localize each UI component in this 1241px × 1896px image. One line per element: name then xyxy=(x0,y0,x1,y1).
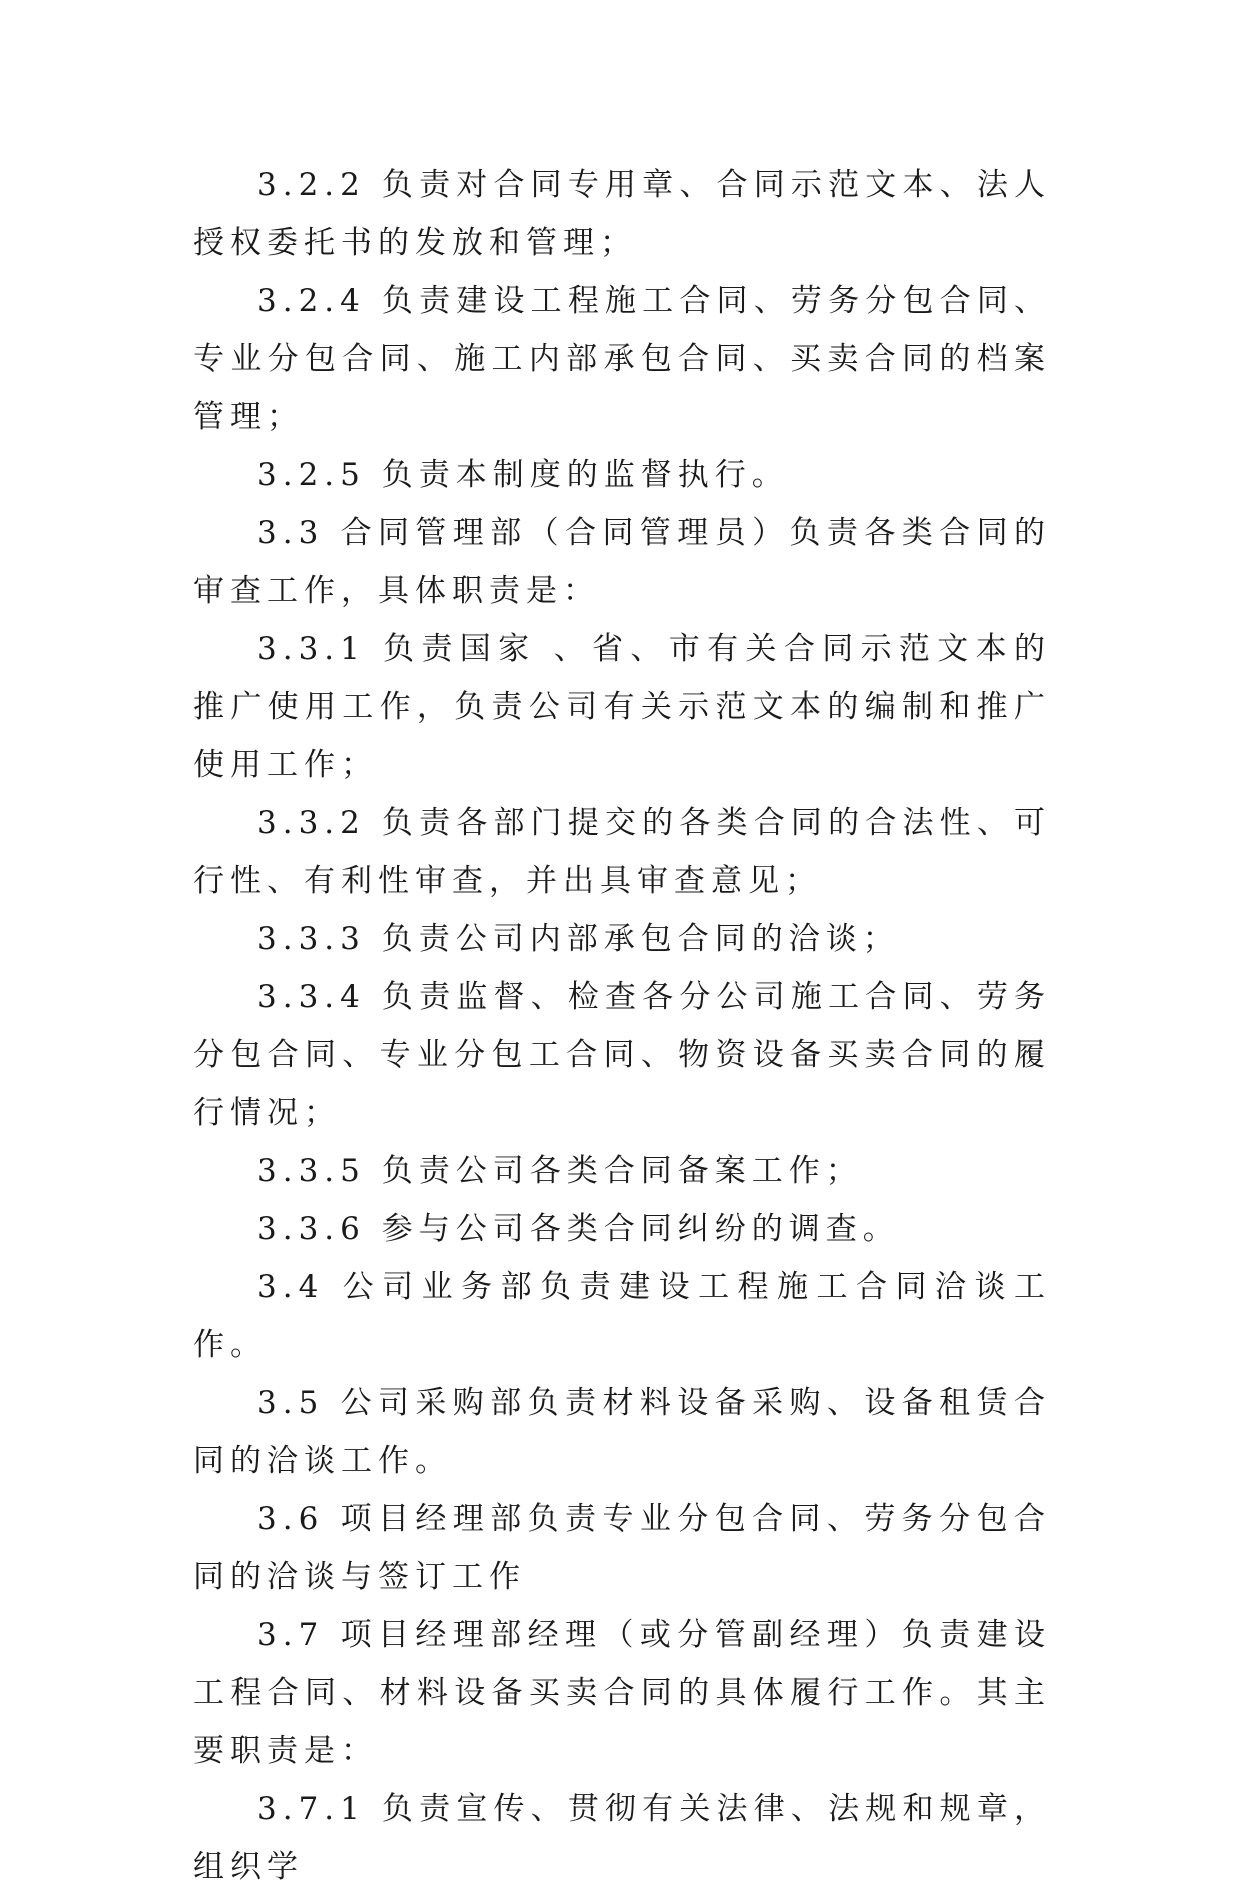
paragraph-3-3-5: 3.3.5 负责公司各类合同备案工作； xyxy=(257,1153,863,1189)
paragraph-3-3-3: 3.3.3 负责公司内部承包合同的洽谈； xyxy=(257,921,900,957)
paragraph-3-4: 3.4 公司业务部负责建设工程施工合同洽谈工作。 xyxy=(193,1269,1051,1363)
document-body xyxy=(193,156,1051,1896)
paragraph-3-2-4: 3.2.4 负责建设工程施工合同、劳务分包合同、专业分包合同、施工内部承包合同、买卖合同的档案管理； xyxy=(193,283,1051,435)
paragraph-3-2-5: 3.2.5 负责本制度的监督执行。 xyxy=(257,457,789,493)
paragraph-3-2-2: 3.2.2 负责对合同专用章、合同示范文本、法人授权委托书的发放和管理； xyxy=(193,167,1051,261)
paragraph-3-3: 3.3 合同管理部（合同管理员）负责各类合同的审查工作，具体职责是： xyxy=(193,515,1051,609)
paragraph-3-6: 3.6 项目经理部负责专业分包合同、劳务分包合同的洽谈与签订工作 xyxy=(193,1501,1051,1595)
paragraph-3-3-6: 3.3.6 参与公司各类合同纠纷的调查。 xyxy=(257,1211,900,1247)
paragraph-3-7-1: 3.7.1 负责宣传、贯彻有关法律、法规和规章，组织学 xyxy=(193,1791,1051,1885)
paragraph-3-5: 3.5 公司采购部负责材料设备采购、设备租赁合同的洽谈工作。 xyxy=(193,1385,1051,1479)
paragraph-3-3-4: 3.3.4 负责监督、检查各分公司施工合同、劳务分包合同、专业分包工合同、物资设备买卖合同的履行情况； xyxy=(193,979,1051,1131)
paragraph-3-3-1: 3.3.1 负责国家 、省、市有关合同示范文本的推广使用工作，负责公司有关示范文本的编制和推广使用工作； xyxy=(193,631,1051,783)
paragraph-3-3-2: 3.3.2 负责各部门提交的各类合同的合法性、可行性、有利性审查，并出具审查意见； xyxy=(193,805,1051,899)
paragraph-3-7: 3.7 项目经理部经理（或分管副经理）负责建设工程合同、材料设备买卖合同的具体履行工作。其主要职责是： xyxy=(193,1617,1051,1769)
